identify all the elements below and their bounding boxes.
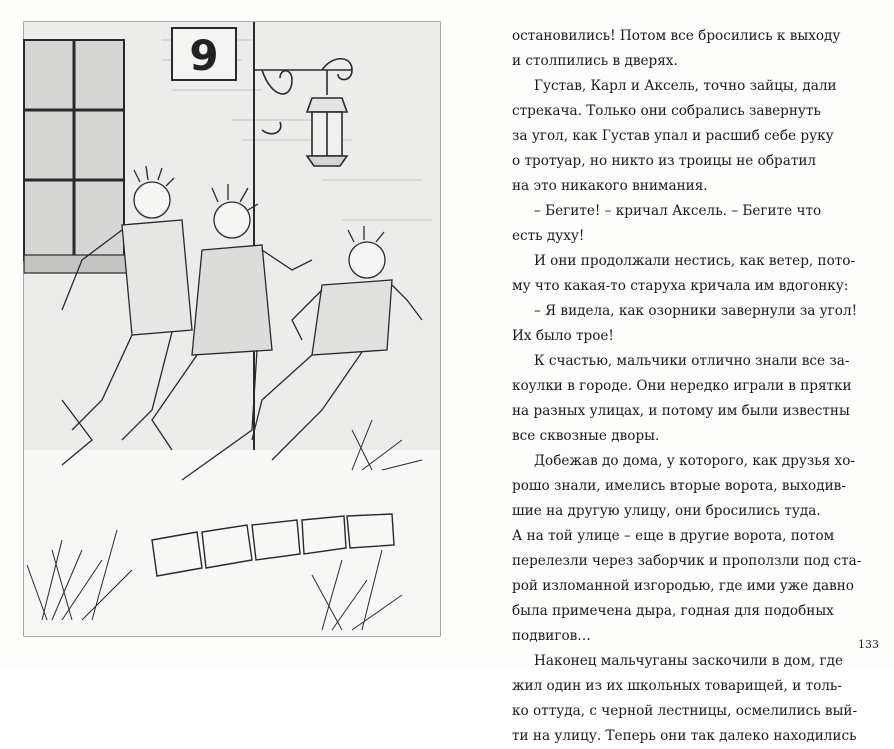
text-line: о тротуар, но никто из троицы не обратил — [512, 153, 817, 169]
page-number: 133 — [858, 638, 879, 651]
house-number-plate — [172, 28, 236, 80]
text-line: К счастью, мальчики отлично знали все за- — [534, 353, 850, 369]
text-line: перелезли через заборчик и проползли под ста- — [512, 553, 862, 569]
text-line: Густав, Карл и Аксель, точно зайцы, дали — [534, 78, 837, 94]
sidewalk — [24, 450, 440, 636]
text-line: коулки в городе. Они нередко играли в прятки — [512, 378, 852, 394]
text-line: на это никакого внимания. — [512, 178, 708, 194]
text-line: Их было трое! — [512, 328, 614, 344]
text-line: есть духу! — [512, 228, 585, 244]
paragraph — [512, 299, 884, 349]
text-line: му что какая-то старуха кричала им вдогонку: — [512, 278, 849, 294]
text-column — [512, 24, 884, 749]
text-line: и столпились в дверях. — [512, 53, 678, 69]
text-line: шие на другую улицу, они бросились туда. — [512, 503, 821, 519]
text-line: ко оттуда, с черной лестницы, осмелились вый- — [512, 703, 858, 719]
illustration — [22, 20, 442, 640]
house-number: 9 — [189, 31, 219, 80]
text-line: остановились! Потом все бросились к выходу — [512, 28, 841, 44]
text-line: стрекача. Только они собрались завернуть — [512, 103, 821, 119]
paragraph — [512, 199, 884, 249]
text-line: за угол, как Густав упал и расшиб себе руку — [512, 128, 834, 144]
text-line: – Бегите! – кричал Аксель. – Бегите что — [534, 203, 822, 219]
text-line: рошо знали, имелись вторые ворота, выходив- — [512, 478, 846, 494]
text-line: на разных улицах, и потому им были известны — [512, 403, 850, 419]
paragraph — [512, 649, 884, 749]
text-line: ти на улицу. Теперь они так далеко находились — [512, 728, 857, 744]
paragraph — [512, 249, 884, 299]
paragraph — [512, 24, 884, 74]
text-line: подвигов… — [512, 628, 591, 644]
paragraph — [512, 74, 884, 199]
paragraph — [512, 349, 884, 449]
paragraph — [512, 449, 884, 649]
text-line: рой изломанной изгородью, где ими уже давно — [512, 578, 854, 594]
text-line: Добежав до дома, у которого, как друзья хо- — [534, 453, 855, 469]
text-line: – Я видела, как озорники завернули за угол! — [534, 303, 858, 319]
text-line: была примечена дыра, годная для подобных — [512, 603, 834, 619]
text-line: жил один из их школьных товарищей, и толь- — [512, 678, 842, 694]
text-line: все сквозные дворы. — [512, 428, 660, 444]
text-line: Наконец мальчуганы заскочили в дом, где — [534, 653, 844, 669]
text-line: И они продолжали нестись, как ветер, пото- — [534, 253, 856, 269]
text-line: А на той улице – еще в другие ворота, потом — [512, 528, 835, 544]
